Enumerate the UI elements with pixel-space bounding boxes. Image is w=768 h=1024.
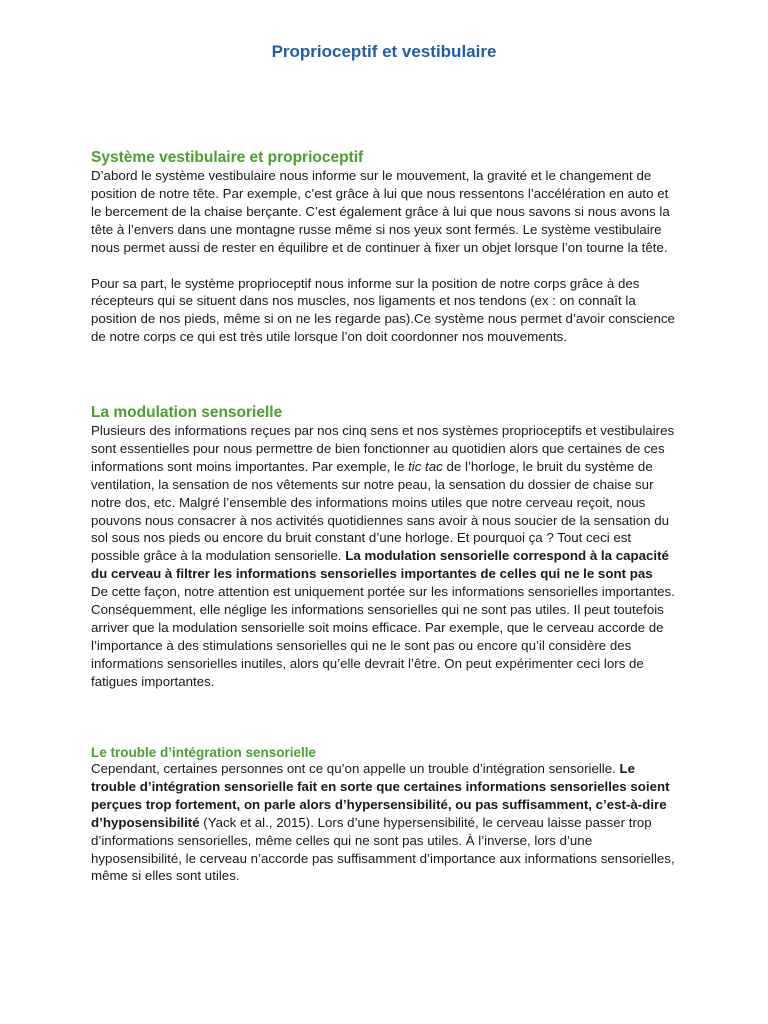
paragraph: Plusieurs des informations reçues par nos cinq sens et nos systèmes proprioceptifs et vestibulaires sont essentielles pour nous permettre de bien fonctionner au quotidien alors que certaines de ces informations sont moins importantes. Par exemple, le tic tac de l’horloge, le bruit du système de ventilation, la sensation de nos vêtements sur notre peau, la sensation du dossier de chaise sur notre dos, etc. Malgré l’ensemble des informations moins utiles que notre cerveau reçoit, nous pouvons nous consacrer à nos activités quotidiennes sans avoir à nous soucier de la sensation du sol sous nos pieds ou encore du bruit constant d’une horloge. Et pourquoi ça ? Tout ceci est possible grâce à la modulation sensorielle. La modulation sensorielle correspond à la capacité du cerveau à filtrer les informations sensorielles importantes de celles qui ne le sont pas [91, 423, 675, 582]
paragraph: Cependant, certaines personnes ont ce qu’on appelle un trouble d’intégration sensorielle. Le trouble d’intégration sensorielle fait en sorte que certaines informations sensorielles soient perçues trop fortement, on parle alors d’hypersensibilité, ou pas suffisamment, c’est-à-dire d’hyposensibilité (Yack et al., 2015). Lors d’une hypersensibilité, le cerveau laisse passer trop d’informations sensorielles, même celles qui ne sont pas utiles. À l’inverse, lors d’une hyposensibilité, le cerveau n’accorde pas suffisamment d’importance aux informations sensorielles, même si elles sont utiles. [91, 761, 675, 884]
section-heading: Le trouble d’intégration sensorielle [91, 745, 317, 760]
paragraph: Pour sa part, le système proprioceptif nous informe sur la position de notre corps grâce à des récepteurs qui se situent dans nos muscles, nos ligaments et nos tendons (ex : on connaît la position de nos pieds, même si on ne les regarde pas).Ce système nous permet d’avoir conscience de notre corps ce qui est très utile lorsque l’on doit coordonner nos mouvements. [91, 275, 675, 345]
section-modulation [91, 404, 679, 691]
paragraph: De cette façon, notre attention est uniquement portée sur les informations sensorielles importantes. Conséquemment, elle néglige les informations sensorielles qui ne sont pas utiles. Il peut toutefois arriver que la modulation sensorielle soit moins efficace. Par exemple, que le cerveau accorde de l’importance à des stimulations sensorielles qui ne le sont pas ou encore qu’il considère des informations sensorielles inutiles, alors qu’elle devrait l’être. On peut expérimenter ceci lors de fatigues importantes. [91, 584, 675, 689]
section-vestibulaire [91, 149, 679, 346]
section-heading: La modulation sensorielle [91, 404, 283, 421]
section-trouble [91, 745, 679, 885]
document-title: Proprioceptif et vestibulaire [271, 42, 497, 61]
paragraph: D’abord le système vestibulaire nous informe sur le mouvement, la gravité et le changement de position de notre tête. Par exemple, c’est grâce à lui que nous ressentons l’accélération en auto et le bercement de la chaise berçante. C’est également grâce à lui que nous savons si nous avons la tête à l’envers dans une montagne russe même si nos yeux sont fermés. Le système vestibulaire nous permet aussi de rester en équilibre et de continuer à fixer un objet lorsque l’on tourne la tête. [91, 168, 670, 255]
section-heading: Système vestibulaire et proprioceptif [91, 149, 364, 166]
